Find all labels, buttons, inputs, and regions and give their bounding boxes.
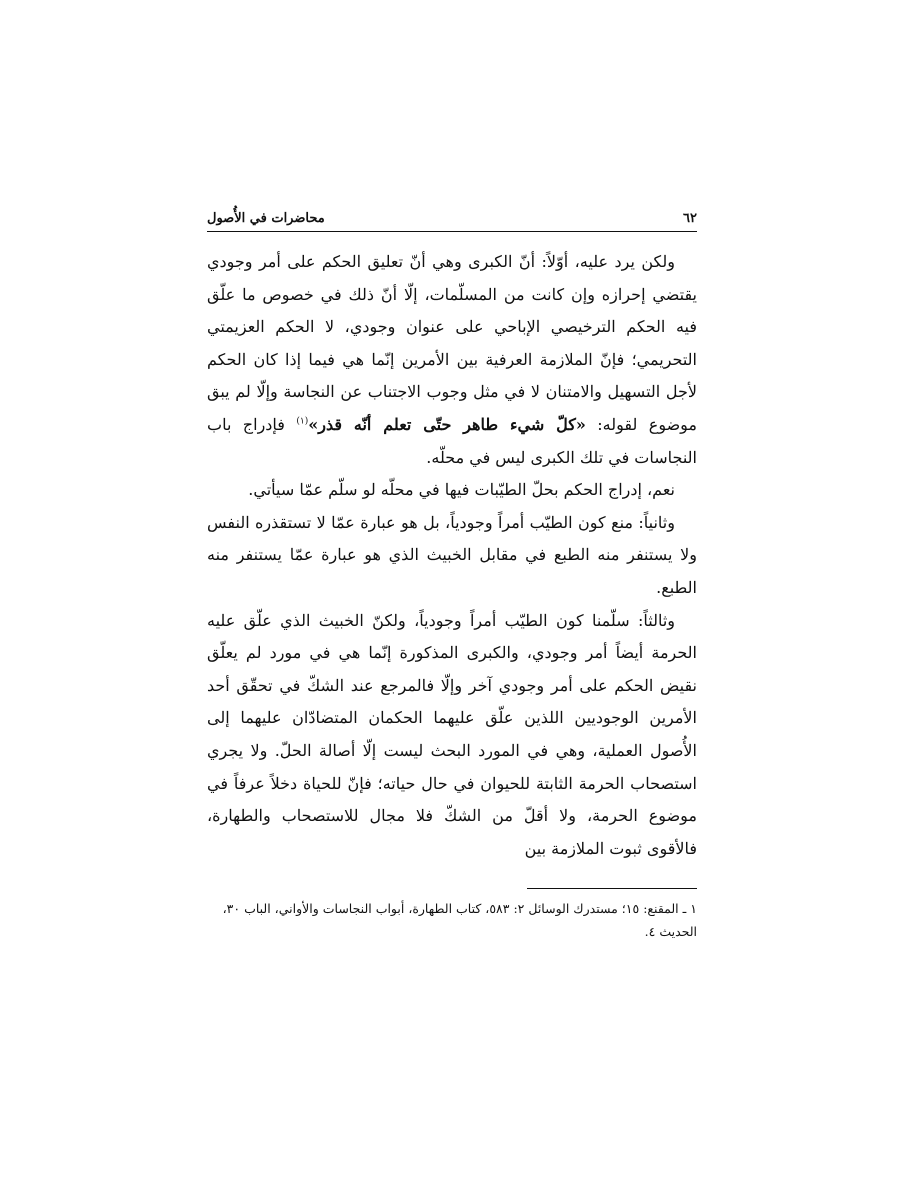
book-title: محاضرات في الأُصول	[207, 211, 325, 226]
running-header	[207, 200, 697, 226]
hadith-quote: «كلّ شيء طاهر حتّى تعلم أنّه قذر»	[308, 414, 586, 434]
text-segment: نعم، إدراج الحكم بحلّ الطيّبات فيها في محلّه لو سلّم عمّا سيأتي.	[248, 480, 675, 500]
text-segment: وثالثاً: سلّمنا كون الطيّب أمراً وجودياً، ولكنّ الخبيث الذي علّق عليه الحرمة أيضاً أمر وجودي، والكبرى المذكورة إنّما هي في مورد لم يعلّق نقيض الحكم على أمر وجودي آخر وإلّا فالمرجع عند الشكّ في تحقّق أحد الأمرين الوجوديين اللذين علّق عليهما الحكمان المتضادّان عليهما إلى الأُصول العملية، وهي في المورد البحث ليست إلّا أصالة الحلّ. ولا يجري استصحاب الحرمة الثابتة للحيوان في حال حياته؛ فإنّ للحياة دخلاً عرفاً في موضوع الحرمة، ولا أقلّ من الشكّ فلا مجال للاستصحاب والطهارة، فالأقوى ثبوت الملازمة بين	[207, 610, 697, 858]
footnote-rule	[527, 888, 697, 889]
text-segment: فإدراج باب النجاسات في تلك الكبرى ليس في محلّه.	[207, 414, 697, 467]
paragraph	[207, 605, 697, 866]
paragraph	[207, 246, 697, 474]
footnote-marker[interactable]: (١)	[296, 416, 309, 427]
footnote-item: ١ ـ المقنع: ١٥؛ مستدرك الوسائل ٢: ٥٨٣، كتاب الطهارة، أبواب النجاسات والأواني، الباب ٣٠، الحديث ٤.	[222, 901, 697, 939]
page-number: ٦٢	[683, 211, 697, 226]
text-segment: ولكن يرد عليه، أوّلاً: أنّ الكبرى وهي أنّ تعليق الحكم على أمر وجودي يقتضي إحرازه وإن كانت من المسلّمات، إلّا أنّ ذلك في خصوص ما علّق فيه الحكم الترخيصي الإباحي على عنوان وجودي، لا الحكم العزيمتي التحريمي؛ فإنّ الملازمة العرفية بين الأمرين إنّما هي فيما إذا كان الحكم لأجل التسهيل والامتنان لا في مثل وجوب الاجتناب عن النجاسة وإلّا لم يبق موضوع لقوله:	[207, 252, 697, 434]
text-segment: وثانياً: منع كون الطيّب أمراً وجودياً، بل هو عبارة عمّا لا تستقذره النفس ولا يستنفر منه الطبع في مقابل الخبيث الذي هو عبارة عمّا يستنفر منه الطبع.	[207, 512, 697, 597]
footnotes	[207, 897, 697, 943]
header-rule	[207, 231, 697, 232]
paragraph	[207, 474, 697, 507]
body-text	[207, 246, 697, 865]
book-page	[207, 200, 697, 939]
paragraph	[207, 507, 697, 605]
